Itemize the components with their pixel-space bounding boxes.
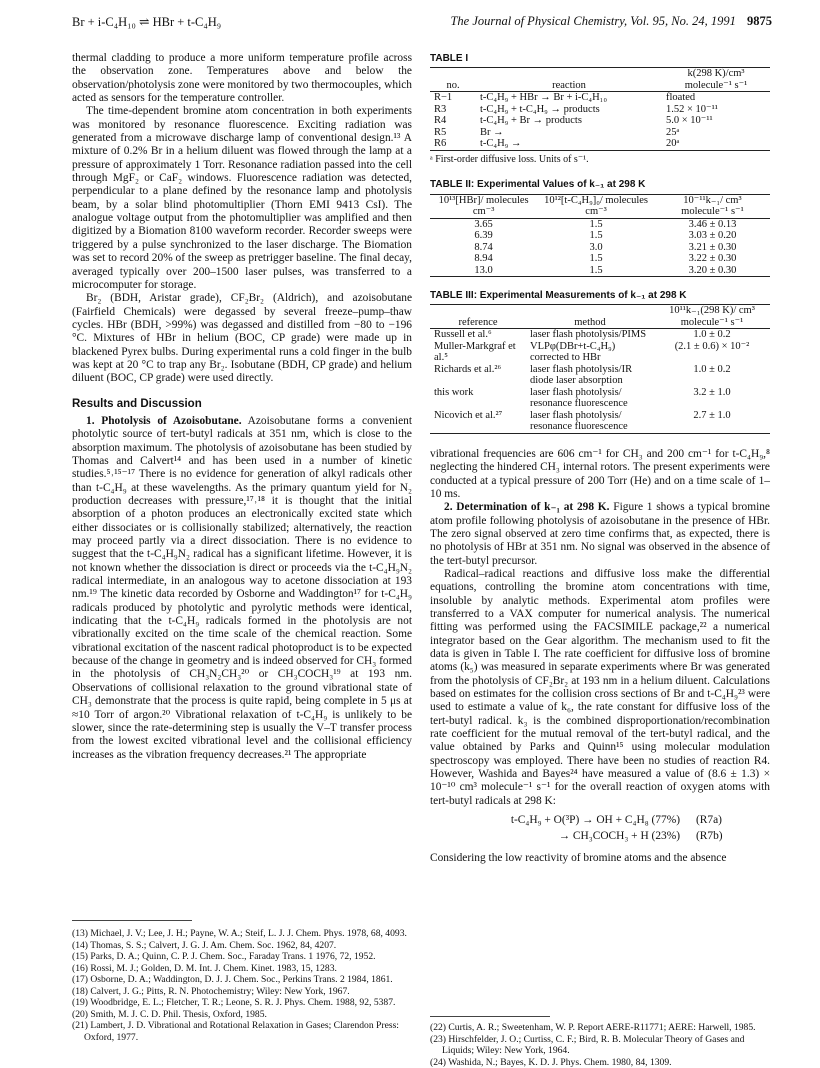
table-cell: laser flash photolysis/IR diode laser absorption [530,363,633,387]
journal-citation [450,14,772,29]
table-cell: 1.5 [589,253,603,265]
table-cell: R−1 [434,92,453,104]
footnote: (22) Curtis, A. R.; Sweetenham, W. P. Report AERE-R11771; AERE: Harwell, 1985. [430,1022,756,1033]
footnote: (23) Hirschfelder, J. O.; Curtiss, C. F.; Bird, R. B. Molecular Theory of Gases and Liquids; Wiley: New York, 1964. [430,1033,745,1056]
paragraph-heading: 1. Photolysis of Azoisobutane. [86,414,242,427]
table-cell: 1.0 ± 0.2 [693,329,731,341]
table-cell: Br → [480,126,504,138]
table [430,67,770,151]
table-cell: 20ᵃ [666,138,680,150]
column-header: reaction [552,79,586,91]
table-cell: 1.5 [589,264,603,276]
table-cell: 8.74 [474,241,493,253]
table-row [430,265,770,277]
table-cell: (2.1 ± 0.6) × 10⁻² [674,340,750,352]
footnote: (17) Osborne, D. A.; Waddington, D. J. J. Chem. Soc., Perkins Trans. 2 1984, 1861. [72,974,393,985]
footnote-rule [72,920,192,921]
table-title: TABLE II: Experimental Values of k₋₁ at 298 K [430,179,646,191]
table-cell: 3.03 ± 0.20 [688,230,737,242]
table-cell: R6 [434,138,447,150]
table-row [430,230,770,242]
paragraph: Br₂ (BDH, Aristar grade), CF₂Br₂ (Aldrich), and azoisobutane (Fairfield Chemicals) were degassed by several freeze–pump–thaw cycles. HBr (BDH, >99%) was degassed and distilled from −80 to −196 °C. Mixtures of HBr in helium (BOC, CP grade) were made up in blackened Pyrex bulbs. During experimental runs a cold finger in the bulb was kept at 20 °C to trap any Br₂. Isobutane (BDH, CP grade) and helium diluent (BOC, CP grade) were used directly. [72,292,412,385]
footnote-rule [430,1016,550,1017]
left-column [72,52,412,762]
reaction-line [430,830,770,846]
table-footnote: ᵃ First-order diffusive loss. Units of s⁻¹. [430,153,589,165]
table-cell: 1.5 [589,218,603,230]
reaction-equation: t-C₄H₉ + O(³P) → OH + C₄H₈ (77%) [510,814,680,827]
column-header: method [574,316,606,328]
running-title: Br + i-C₄H₁₀ ⇌ HBr + t-C₄H₉ [72,15,222,29]
footnote: (19) Woodbridge, E. L.; Fletcher, T. R.; Leone, S. R. J. Phys. Chem. 1988, 92, 5387. [72,997,396,1008]
right-footnotes [430,1022,770,1068]
table-cell: 6.39 [474,230,493,242]
table-cell: 3.21 ± 0.30 [688,241,737,253]
table-cell: 3.46 ± 0.13 [688,218,737,230]
table-row [430,127,770,139]
table-row [430,253,770,265]
table-cell: 8.94 [474,253,493,265]
table-cell: 3.65 [474,218,493,230]
paragraph-heading: 2. Determination of k₋₁ at 298 K. [444,501,610,514]
column-header: 10⁻¹¹k₋₁/ cm³ molecule⁻¹ s⁻¹ [681,194,744,218]
table-cell: R4 [434,115,447,127]
column-header: 10¹²[t-C₄H₉]₀/ molecules cm⁻³ [544,194,648,218]
table-cell: 3.0 [589,241,603,253]
table-cell: t-C₄H₉ → [480,138,522,150]
table-cell: laser flash photolysis/PIMS [530,329,647,341]
table-cell: Nicovich et al.²⁷ [434,409,503,421]
table-row [430,341,770,364]
table-1 [430,52,770,166]
footnote: (15) Parks, D. A.; Quinn, C. P. J. Chem. Soc., Faraday Trans. 1 1976, 72, 1952. [72,951,376,962]
footnote: (13) Michael, J. V.; Lee, J. H.; Payne, W. A.; Steif, L. J. J. Chem. Phys. 1978, 68, 4093. [72,928,407,939]
table-cell: Russell et al.⁶ [434,329,492,341]
column-header: k(298 K)/cm³ molecule⁻¹ s⁻¹ [684,68,748,91]
table-row [430,364,770,387]
paragraph [72,415,412,762]
table-cell: this work [434,386,474,398]
footnote: (16) Rossi, M. J.; Golden, D. M. Int. J. Chem. Kinet. 1983, 15, 1283. [72,962,337,974]
table-title: TABLE III: Experimental Measurements of k₋₁ at 298 K [430,290,687,302]
table-cell: 13.0 [474,264,493,276]
table-cell: laser flash photolysis/ resonance fluorescence [530,409,628,433]
table-2 [430,178,770,277]
footnote: (21) Lambert, J. D. Vibrational and Rotational Relaxation in Gases; Clarendon Press: Oxford, 1977. [72,1020,399,1043]
footnote: (18) Calvert, J. G.; Pitts, R. N. Photochemistry; Wiley: New York, 1967. [72,985,350,997]
table-cell: t-C₄H₉ + Br → products [480,115,582,127]
paragraph-body: Figure 1 shows a typical bromine atom profile following photolysis of azoisobutane in the presence of HBr. The zero signal observed at zero time confirms that, as expected, there is no photolysis of HBr at 351 nm. No signal was observed in the absence of the tert-butyl precursor. [430,501,770,567]
table-row [430,242,770,254]
section-heading: Results and Discussion [72,397,202,410]
reaction-label: (R7a) [696,814,722,827]
table-cell: 1.0 ± 0.2 [693,363,731,375]
table-row [430,138,770,150]
paragraph: The time-dependent bromine atom concentration in both experiments was monitored by resonance fluorescence. Exciting radiation was generated from a microwave discharge lamp of conventional design.¹³ A mixture of 0.2% Br in a helium diluent was flowed through the lamp at a pressure of approximately 1 Torr. Resonance radiation passed into the cell through MgF₂ or CaF₂ windows. Fluorescence radiation was detected, perpendicular to a plane defined by the resonance lamp and photolysis beam, by a solar blind photomultiplier (Thorn EMI 9413 CsI). The analogue voltage output from the photomultiplier was amplified and then digitized by a Biomation 8100 waveform recorder. Recorder sweeps were triggered by a pulse synchronized to the laser discharge. The Biomation was set to record 20% of the sweep as pretrigger baseline. The final decay, averaged typically over 200–1500 laser pulses, was transferred to a microcomputer for storage. [72,105,412,291]
table-cell: 1.52 × 10⁻¹¹ [666,103,718,115]
table-cell: 25ᵃ [666,126,680,138]
table-cell: Richards et al.²⁶ [434,363,502,375]
table-row [430,115,770,127]
table-cell: 3.2 ± 1.0 [693,386,731,398]
table-row [430,218,770,230]
table-3 [430,289,770,434]
table-cell: t-C₄H₉ + t-C₄H₉ → products [480,103,600,115]
page-header [72,14,772,34]
column-header: reference [458,316,498,328]
journal-name: The Journal of Physical Chemistry, Vol. 95, No. 24, 1991 [450,14,736,28]
reaction-scheme [430,814,770,846]
table-cell: R3 [434,103,447,115]
table-row [430,410,770,434]
table-title: TABLE I [430,53,469,64]
left-footnotes [72,928,412,1043]
paragraph [430,501,770,568]
paragraph: vibrational frequencies are 606 cm⁻¹ for CH₃ and 200 cm⁻¹ for t-C₄H₉,⁸ neglecting the hindered CH₃ internal rotors. The present experiments were conducted at a typical pressure of 200 Torr (He) and on a time scale of 1–10 ms. [430,447,770,500]
table-cell: 5.0 × 10⁻¹¹ [666,115,713,127]
paragraph: thermal cladding to produce a more uniform temperature profile across the observation zone. Temperatures above and below the observation/photolysis zone were monitored by two thermocouples, which acted as sensors for the temperature controller. [72,52,412,105]
table-cell: t-C₄H₉ + HBr → Br + i-C₄H₁₀ [480,92,607,104]
table-row [430,104,770,116]
column-header: no. [446,79,460,91]
footnote: (14) Thomas, S. S.; Calvert, J. G. J. Am. Chem. Soc. 1962, 84, 4207. [72,939,337,951]
table-cell: VLPφ(DBr+t-C₄H₉) corrected to HBr [530,340,616,364]
table-cell: R5 [434,126,447,138]
right-column [430,52,770,866]
table-cell: laser flash photolysis/ resonance fluorescence [530,386,628,410]
table [430,194,770,278]
paragraph: Considering the low reactivity of bromine atoms and the absence [430,852,727,865]
table-row [430,329,770,341]
page-number: 9875 [747,14,772,28]
reaction-equation: → CH₃COCH₃ + H (23%) [558,830,680,843]
table-cell: 1.5 [589,230,603,242]
table-cell: 3.22 ± 0.30 [688,253,737,265]
table [430,304,770,434]
table-cell: Muller-Markgraf et al.⁵ [434,340,516,364]
paragraph-body: Azoisobutane forms a convenient photolytic source of tert-butyl radicals at 351 nm, which is close to the absorption maximum. The photolysis of azoisobutane has been studied by Thomas and Calvert¹⁴ and has been used in a number of kinetic studies.⁵˒¹⁵⁻¹⁷ There is no evidence for generation of alkyl radicals other than t-C₄H₉ at these wavelengths. As the primary quantum yield for N₂ production decreases with pressure,¹⁷˒¹⁸ it is thought that the initial absorption of a photon produces an electronically excited state which either dissociates or is collisionally stabilized; alternatively, the reaction may proceed partly via a direct dissociation. There is no evidence to suggest that the t-C₄H₉N₂ radical has a significant lifetime. However, it is not known whether the dissociation is direct or proceeds via the t-C₄H₉N₂ radical intermediate, in an analogous way to acetone dissociation at 193 nm.¹⁹ The kinetic data recorded by Osborne and Waddington¹⁷ for t-C₄H₉ radicals produced by photolytic and pyrolytic methods were identical, indicating that the t-C₄H₉ radicals formed in the photolysis are not vibrationally excited on the time scale of the chemical reaction. Some vibrational excitation of the nascent radical photoproduct is to be expected because of the change in geometry and is indeed observed for CH₃ formed in the photolysis of CH₃N₂CH₃²⁰ or CH₃COCH₃¹⁹ at 193 nm. Observations of collisional relaxation to the ground vibrational state of CH₃ demonstrate that the process is quite rapid, being complete in 5 μs at ≈10 Torr of argon.²⁰ Vibrational relaxation of t-C₄H₉ is unlikely to be slower, since the rate-determining step is usually the V–T transfer process from the lowest excited vibrational level and the collisional efficiency increases as the vibration frequency decreases.²¹ The appropriate [72,414,412,761]
table-cell: 2.7 ± 1.0 [693,409,731,421]
table-row [430,92,770,104]
footnote: (24) Washida, N.; Bayes, K. D. J. Phys. Chem. 1980, 84, 1309. [430,1056,672,1068]
column-header: 10¹¹k₋₁(298 K)/ cm³ molecule⁻¹ s⁻¹ [669,305,755,328]
column-header: 10¹³[HBr]/ molecules cm⁻³ [438,194,529,218]
table-cell: floated [666,92,696,104]
reaction-line [430,814,770,830]
table-row [430,387,770,410]
reaction-label: (R7b) [696,830,723,843]
table-cell: 3.20 ± 0.30 [688,264,737,276]
footnote: (20) Smith, M. J. C. D. Phil. Thesis, Oxford, 1985. [72,1008,267,1020]
paragraph: Radical–radical reactions and diffusive loss make the differential equations, controlling the bromine atom concentrations with time, insoluble by analytic methods. Experimental atom profiles were transferred to a VAX computer for numerical analysis. The numerical fitting was performed using the FACSIMILE package,²² a numerical integrator based on the Gear algorithm. The mechanism used to fit the data is given in Table I. The rate coefficient for diffusive loss of bromine atoms (k₅) was measured in separate experiments where Br was generated from the photolysis of CF₂Br₂ at 193 nm in a helium diluent. Calculations based on estimates for the collision cross sections of Br and t-C₄H₉²³ were used to estimate a value of k₆, the rate constant for diffusive loss of the tert-butyl radical. k₃ is the combined disproportionation/recombination rate coefficient for the mutual removal of the tert-butyl radical, and the value obtained by Parks and Quinn¹⁵ using molecular modulation spectroscopy was employed. There have been no studies of reaction R4. However, Washida and Bayes²⁴ have measured a value of (8.6 ± 1.3) × 10⁻¹⁰ cm³ molecule⁻¹ s⁻¹ for the overall reaction of oxygen atoms with tert-butyl radicals at 298 K: [430,567,770,807]
